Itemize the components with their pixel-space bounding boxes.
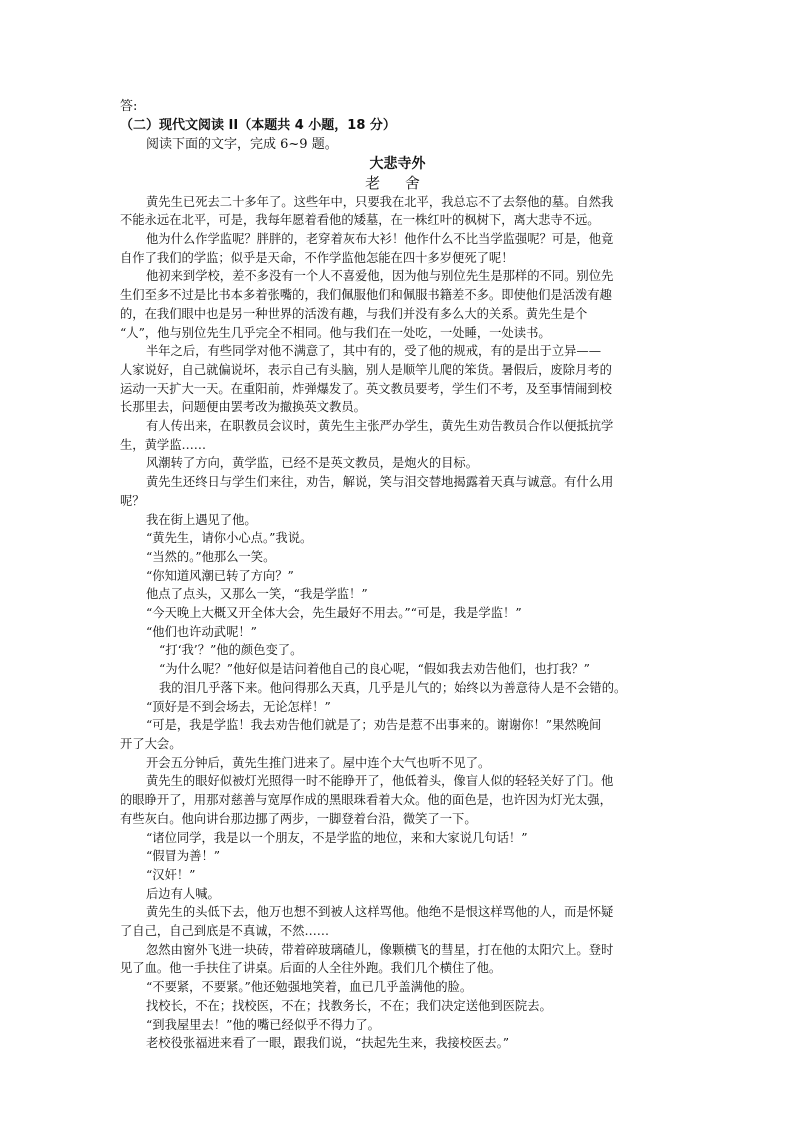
text-line: 长那里去，问题便由罢考改为撤换英文教员。 (120, 400, 366, 415)
text-line: “当然的。”他那么一笑。 (146, 549, 276, 564)
text-line: 我在街上遇见了他。 (146, 512, 257, 527)
text-line: “为什么呢？”他好似是诘问着他自己的良心呢，“假如我去劝告他们，也打我？” (159, 662, 590, 677)
text-line: 的眼睁开了，用那对慈善与宽厚作成的黑眼珠看着大众。他的面色是，也许因为灯光太强， (120, 793, 612, 808)
text-line: “到我屋里去！”他的嘴已经似乎不得力了。 (146, 1017, 380, 1032)
text-line: “汉奸！” (146, 867, 196, 882)
text-line: 开会五分钟后，黄先生推门进来了。屋中连个大气也听不见了。 (146, 755, 491, 770)
article-body (120, 193, 675, 1053)
text-line: “今天晚上大概又开全体大会，先生最好不用去。”“可是，我是学监！” (146, 606, 522, 621)
text-line: 我的泪几乎落下来。他问得那么天真，几乎是儿气的；始终以为善意待人是不会错的。 (159, 680, 627, 695)
text-line: “他们也许动武呢！” (146, 624, 257, 639)
text-line: 见了血。他一手扶住了讲桌。后面的人全往外跑。我们几个横住了他。 (120, 961, 502, 976)
text-line: 生，黄学监…… (120, 437, 207, 452)
text-line: “人”，他与别位先生几乎完全不相同。他与我们在一处吃，一处睡，一处读书。 (120, 325, 551, 340)
text-line: 黄先生已死去二十多年了。这些年中，只要我在北平，我总忘不了去祭他的墓。自然我 (146, 194, 614, 209)
text-line: 老校役张福进来看了一眼，跟我们说，“扶起先生来，我接校医去。” (146, 1036, 510, 1051)
article-author: 老 舍 (365, 173, 430, 192)
text-line: 黄先生还终日与学生们来往，劝告，解说，笑与泪交替地揭露着天真与诚意。有什么用 (146, 475, 614, 490)
text-line: 后边有人喊。 (146, 886, 220, 901)
answer-label: 答: (120, 99, 138, 114)
text-line: 他点了点头，又那么一笑，“我是学监！” (146, 587, 368, 602)
text-line: 半年之后，有些同学对他不满意了，其中有的，受了他的规戒，有的是出于立异—— (146, 344, 601, 359)
text-line: “顶好是不到会场去，无论怎样！” (146, 699, 331, 714)
text-line: “可是，我是学监！我去劝告他们就是了；劝告是惹不出事来的。谢谢你！”果然晚间 (146, 718, 602, 733)
document-page (120, 97, 675, 1053)
text-line: 不能永远在北平，可是，我每年愿着看他的矮墓，在一株红叶的枫树下，离大悲寺不远。 (120, 213, 600, 228)
text-line: 找校长，不在；找校医，不在；找教务长，不在；我们决定送他到医院去。 (146, 998, 552, 1013)
text-line: “假冒为善！” (146, 849, 221, 864)
text-line: 运动一天扩大一天。在重阳前，炸弹爆发了。英文教员要考，学生们不考，及至事情闹到校 (120, 381, 612, 396)
text-line: 有些灰白。他向讲台那边挪了两步，一脚登着台沿，微笑了一下。 (120, 811, 477, 826)
text-line: “黄先生，请你小心点。”我说。 (146, 531, 313, 546)
text-line: 呢？ (120, 493, 145, 508)
text-line: 他初来到学校，差不多没有一个人不喜爱他，因为他与别位先生是那样的不同。别位先 (146, 269, 614, 284)
text-line: “你知道风潮已转了方向？” (146, 568, 294, 583)
text-line: “不要紧，不要紧。”他还勉强地笑着，血已几乎盖满他的脸。 (146, 980, 473, 995)
text-line: 生们至多不过是比书本多着张嘴的，我们佩服他们和佩服书籍差不多。即使他们是活泼有趣 (120, 288, 612, 303)
text-line: 黄先生的眼好似被灯光照得一时不能睁开了，他低着头，像盲人似的轻轻关好了门。他 (146, 774, 614, 789)
text-line: 有人传出来，在职教员会议时，黄先生主张严办学生，黄先生劝告教员合作以便抵抗学 (146, 419, 614, 434)
text-line: 他为什么作学监呢？胖胖的，老穿着灰布大衫！他作什么不比当学监强呢？可是，他竟 (146, 232, 614, 247)
text-line: 自作了我们的学监；似乎是天命，不作学监他怎能在四十多岁便死了呢！ (120, 250, 514, 265)
text-line: 了自己，自己到底是不真诚，不然…… (120, 924, 330, 939)
reading-instruction: 阅读下面的文字，完成 6~9 题。 (146, 137, 338, 153)
text-line: 的，在我们眼中也是另一种世界的活泼有趣，与我们并没有多么大的关系。黄先生是个 (120, 306, 588, 321)
text-line: 黄先生的头低下去，他万也想不到被人这样骂他。他绝不是恨这样骂他的人，而是怀疑 (146, 905, 614, 920)
text-line: “打‘我’？”他的颜色变了。 (159, 643, 303, 658)
article-title: 大悲寺外 (369, 155, 426, 172)
text-line: 风潮转了方向，黄学监，已经不是英文教员，是炮火的目标。 (146, 456, 479, 471)
text-line: 开了大会。 (120, 737, 182, 751)
section-heading: （二）现代文阅读 II（本题共 4 小题，18 分） (120, 118, 396, 134)
text-line: 人家说好，自己就偏说坏，表示自己有头脑，别人是顺竿儿爬的笨货。暑假后，废除月考的 (120, 362, 612, 377)
text-line: 忽然由窗外飞进一块砖，带着碎玻璃碴儿，像颗横飞的彗星，打在他的太阳穴上。登时 (146, 942, 614, 957)
text-line: “诸位同学，我是以一个朋友，不是学监的地位，来和大家说几句话！” (146, 830, 528, 845)
